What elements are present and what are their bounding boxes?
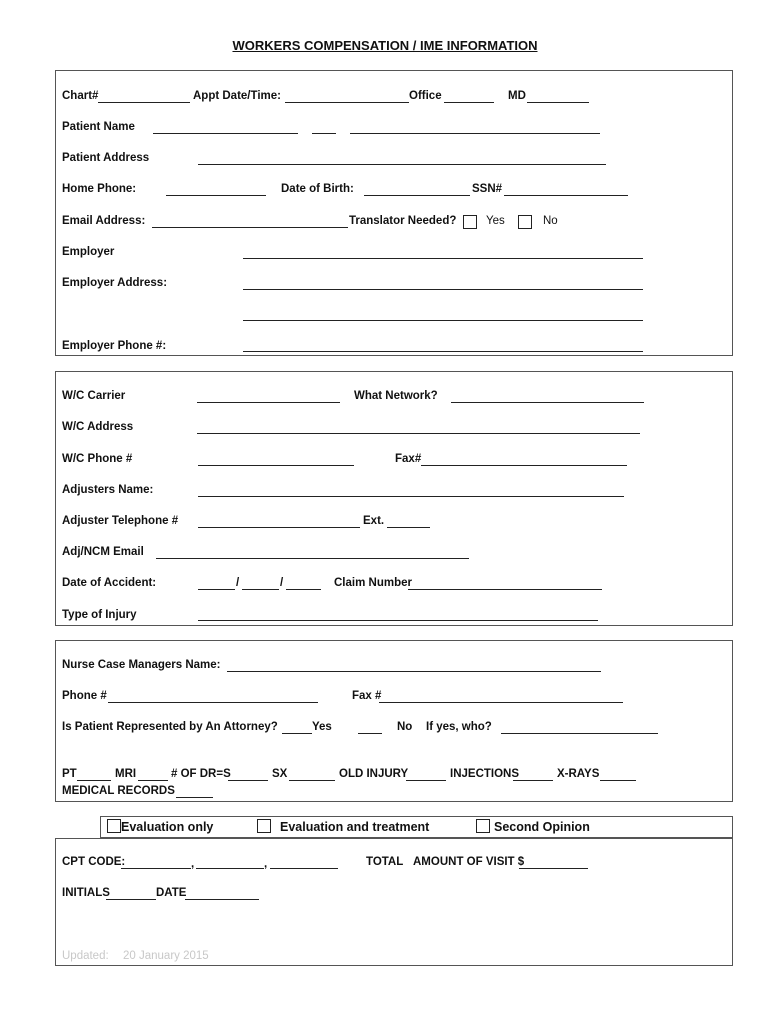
- ssn-field[interactable]: [504, 195, 628, 196]
- office-field[interactable]: [444, 102, 494, 103]
- num-dr-label: # OF DR=S: [171, 768, 231, 780]
- ncm-fax-field[interactable]: [379, 702, 623, 703]
- date-field[interactable]: [185, 899, 259, 900]
- cpt-comma-2: ,: [264, 858, 268, 870]
- evaluation-only-label: Evaluation only: [121, 820, 214, 834]
- sx-field[interactable]: [289, 780, 335, 781]
- xrays-field[interactable]: [600, 780, 636, 781]
- md-field[interactable]: [527, 102, 589, 103]
- pt-field[interactable]: [77, 780, 111, 781]
- wc-carrier-label: W/C Carrier: [62, 390, 126, 402]
- translator-no-checkbox[interactable]: [518, 215, 532, 229]
- appt-field[interactable]: [285, 102, 409, 103]
- second-opinion-checkbox[interactable]: [476, 819, 490, 833]
- ncm-name-field[interactable]: [227, 671, 601, 672]
- translator-yes-label: Yes: [486, 215, 505, 227]
- date-slash-2: /: [280, 577, 284, 589]
- patient-name-label: Patient Name: [62, 121, 135, 133]
- cpt-code-field-2[interactable]: [196, 868, 264, 869]
- translator-no-label: No: [543, 215, 558, 227]
- injury-type-label: Type of Injury: [62, 609, 137, 621]
- dob-label: Date of Birth:: [281, 183, 354, 195]
- patient-first-name-field[interactable]: [350, 133, 600, 134]
- ncm-email-label: Adj/NCM Email: [62, 546, 144, 558]
- accident-year-field[interactable]: [286, 589, 321, 590]
- email-field[interactable]: [152, 227, 348, 228]
- adjuster-telephone-field[interactable]: [198, 527, 360, 528]
- accident-month-field[interactable]: [198, 589, 235, 590]
- translator-yes-checkbox[interactable]: [463, 215, 477, 229]
- office-label: Office: [409, 90, 442, 102]
- patient-address-label: Patient Address: [62, 152, 150, 164]
- employer-label: Employer: [62, 246, 115, 258]
- num-dr-field[interactable]: [228, 780, 268, 781]
- attorney-who-label: If yes, who?: [426, 721, 492, 733]
- network-label: What Network?: [354, 390, 438, 402]
- employer-address-field-2[interactable]: [243, 320, 643, 321]
- attorney-no-label: No: [397, 721, 413, 733]
- evaluation-treatment-checkbox[interactable]: [257, 819, 271, 833]
- injections-label: INJECTIONS: [450, 768, 520, 780]
- mri-field[interactable]: [138, 780, 168, 781]
- employer-field[interactable]: [243, 258, 643, 259]
- claim-number-field[interactable]: [408, 589, 602, 590]
- ncm-phone-field[interactable]: [108, 702, 318, 703]
- ncm-name-label: Nurse Case Managers Name:: [62, 659, 221, 671]
- attorney-yes-label: Yes: [312, 721, 332, 733]
- cpt-code-field-3[interactable]: [270, 868, 338, 869]
- pt-label: PT: [62, 768, 77, 780]
- form-title: WORKERS COMPENSATION / IME INFORMATION: [232, 38, 538, 53]
- employer-phone-label: Employer Phone #:: [62, 340, 167, 352]
- chart-field[interactable]: [98, 102, 190, 103]
- amount-field[interactable]: [519, 868, 588, 869]
- attorney-who-field[interactable]: [501, 733, 658, 734]
- wc-phone-label: W/C Phone #: [62, 453, 133, 465]
- medical-records-field[interactable]: [176, 797, 213, 798]
- attorney-yes-field[interactable]: [282, 733, 312, 734]
- old-injury-field[interactable]: [406, 780, 446, 781]
- employer-address-label: Employer Address:: [62, 277, 168, 289]
- ssn-label: SSN#: [472, 183, 503, 195]
- second-opinion-label: Second Opinion: [494, 820, 590, 834]
- employer-phone-field[interactable]: [243, 351, 643, 352]
- ncm-fax-label: Fax #: [352, 690, 382, 702]
- patient-last-name-field[interactable]: [153, 133, 298, 134]
- translator-label: Translator Needed?: [349, 215, 457, 227]
- ext-field[interactable]: [387, 527, 430, 528]
- amount-label: AMOUNT OF VISIT $: [413, 856, 525, 868]
- injury-type-field[interactable]: [198, 620, 598, 621]
- updated-date: 20 January 2015: [123, 950, 209, 962]
- accident-date-label: Date of Accident:: [62, 577, 157, 589]
- dob-field[interactable]: [364, 195, 470, 196]
- patient-address-field[interactable]: [198, 164, 606, 165]
- wc-address-label: W/C Address: [62, 421, 134, 433]
- attorney-no-field[interactable]: [358, 733, 382, 734]
- ext-label: Ext.: [363, 515, 385, 527]
- patient-mi-field[interactable]: [312, 133, 336, 134]
- initials-label: INITIALS: [62, 887, 110, 899]
- adjuster-telephone-label: Adjuster Telephone #: [62, 515, 179, 527]
- wc-phone-field[interactable]: [198, 465, 354, 466]
- home-phone-label: Home Phone:: [62, 183, 137, 195]
- total-label: TOTAL: [366, 856, 404, 868]
- wc-carrier-field[interactable]: [197, 402, 340, 403]
- patient-info-section: [55, 70, 733, 356]
- updated-label: Updated:: [62, 950, 109, 962]
- adjusters-name-field[interactable]: [198, 496, 624, 497]
- ncm-email-field[interactable]: [156, 558, 469, 559]
- initials-field[interactable]: [106, 899, 156, 900]
- accident-day-field[interactable]: [242, 589, 279, 590]
- claim-number-label: Claim Number: [334, 577, 412, 589]
- home-phone-field[interactable]: [166, 195, 266, 196]
- appt-label: Appt Date/Time:: [193, 90, 281, 102]
- network-field[interactable]: [451, 402, 644, 403]
- cpt-code-label: CPT CODE:: [62, 856, 126, 868]
- evaluation-treatment-label: Evaluation and treatment: [280, 820, 430, 834]
- employer-address-field-1[interactable]: [243, 289, 643, 290]
- ncm-phone-label: Phone #: [62, 690, 107, 702]
- mri-label: MRI: [115, 768, 137, 780]
- adjusters-name-label: Adjusters Name:: [62, 484, 154, 496]
- chart-label: Chart#: [62, 90, 99, 102]
- date-label: DATE: [156, 887, 187, 899]
- medical-records-label: MEDICAL RECORDS: [62, 785, 175, 797]
- date-slash-1: /: [236, 577, 240, 589]
- evaluation-only-checkbox[interactable]: [107, 819, 121, 833]
- email-label: Email Address:: [62, 215, 146, 227]
- wc-address-field[interactable]: [197, 433, 640, 434]
- md-label: MD: [508, 90, 526, 102]
- cpt-comma-1: ,: [191, 858, 195, 870]
- injections-field[interactable]: [513, 780, 553, 781]
- old-injury-label: OLD INJURY: [339, 768, 409, 780]
- cpt-code-field-1[interactable]: [121, 868, 191, 869]
- sx-label: SX: [272, 768, 288, 780]
- wc-fax-field[interactable]: [421, 465, 627, 466]
- wc-fax-label: Fax#: [395, 453, 422, 465]
- attorney-question-label: Is Patient Represented by An Attorney?: [62, 721, 278, 733]
- xrays-label: X-RAYS: [557, 768, 600, 780]
